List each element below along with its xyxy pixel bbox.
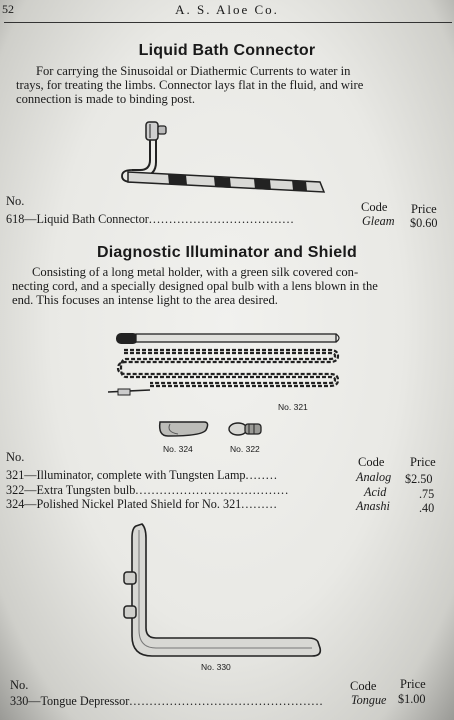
item-code: Gleam (362, 214, 395, 228)
col-header-code: Code (358, 455, 385, 469)
section-title-liquid-bath: Liquid Bath Connector (138, 42, 316, 59)
col-header-price: Price (400, 677, 426, 691)
caption-no-321: No. 321 (278, 402, 308, 412)
item-price: .75 (419, 487, 435, 501)
col-header-code: Code (361, 200, 388, 214)
item-row-330 (10, 694, 324, 709)
item-label: 322—Extra Tungsten bulb (6, 483, 136, 497)
desc-line: trays, for treating the limbs. Connector lays flat in the fluid, and wire (16, 78, 364, 92)
leader-dots: ........ (245, 468, 278, 482)
item-row-321 (6, 468, 278, 483)
col-header-no: No. (6, 194, 25, 208)
header-rule (4, 22, 452, 23)
desc-line: For carrying the Sinusoidal or Diathermic Currents to water in (36, 64, 351, 78)
leader-dots: ...................................... (135, 483, 290, 497)
leader-dots: .................................... (148, 212, 295, 226)
item-row-322 (6, 483, 289, 498)
leader-dots: ................................................ (129, 694, 324, 708)
col-header-no: No. (10, 678, 29, 692)
desc-line: necting cord, and a specially designed opal bulb with a lens blown in the (12, 279, 378, 293)
item-label: 321—Illuminator, complete with Tungsten Lamp (6, 468, 246, 482)
item-code: Acid (364, 485, 387, 499)
desc-line: connection is made to binding post. (16, 92, 196, 106)
desc-line: end. This focuses an intense light to the area desired. (12, 293, 278, 307)
item-label: 618—Liquid Bath Connector (6, 212, 149, 226)
col-header-no: No. (6, 450, 25, 464)
section-description-liquid-bath (16, 64, 444, 106)
section-title-illuminator: Diagnostic Illuminator and Shield (97, 244, 357, 261)
item-label: 324—Polished Nickel Plated Shield for No. 321 (6, 497, 242, 511)
col-header-price: Price (411, 202, 437, 216)
item-label: 330—Tongue Depressor (10, 694, 130, 708)
item-price: $2.50 (405, 472, 433, 486)
desc-line: Consisting of a long metal holder, with a green silk covered con- (32, 265, 359, 279)
item-code: Anashi (356, 499, 390, 513)
company-header: A. S. Aloe Co. (175, 2, 279, 17)
section-description-illuminator (12, 265, 444, 307)
item-price: $0.60 (410, 216, 438, 230)
col-header-price: Price (410, 455, 436, 469)
leader-dots: ......... (241, 497, 278, 511)
item-code: Analog (356, 470, 392, 484)
caption-no-322: No. 322 (230, 444, 260, 454)
item-price: .40 (419, 501, 435, 515)
illuminator-illustration (0, 322, 454, 412)
caption-no-324: No. 324 (163, 444, 193, 454)
item-code: Tongue (351, 693, 387, 707)
liquid-bath-connector-illustration (0, 110, 454, 200)
tongue-depressor-illustration (0, 518, 454, 668)
caption-no-330: No. 330 (201, 662, 231, 672)
page-number: 52 (2, 2, 14, 16)
col-header-code: Code (350, 679, 377, 693)
item-price: $1.00 (398, 692, 426, 706)
item-row-324 (6, 497, 278, 512)
shield-and-bulb-illustration (0, 418, 454, 448)
item-row-618 (6, 212, 356, 227)
